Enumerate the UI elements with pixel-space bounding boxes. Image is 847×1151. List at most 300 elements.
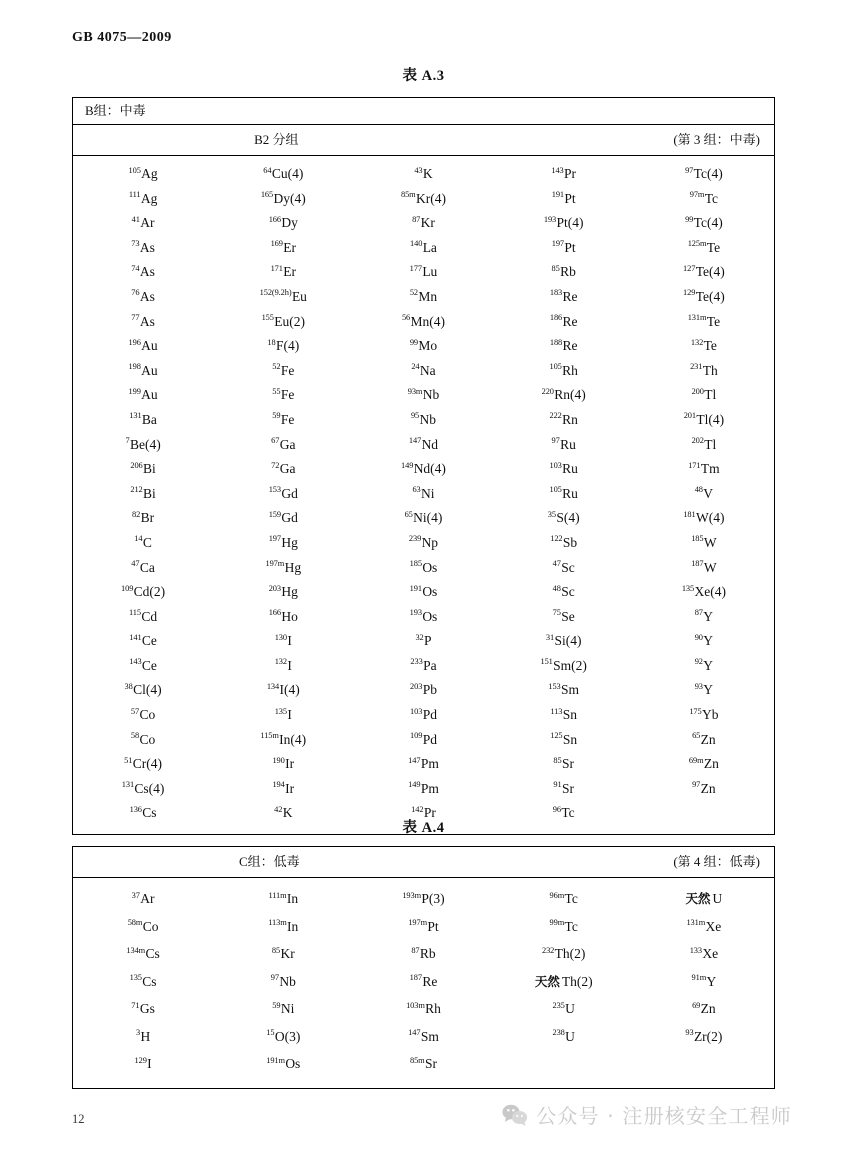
table-a3-group-note: (第 3 组：中毒) <box>673 132 760 147</box>
nuclide-mass-number: 65 <box>692 731 701 741</box>
nuclide-cell <box>73 482 213 507</box>
nuclide-symbol: W(4) <box>695 510 725 526</box>
nuclide-mass-number: 232 <box>541 945 555 955</box>
nuclide-cell <box>634 940 774 968</box>
nuclide-cell <box>634 162 774 187</box>
nuclide-cell <box>73 968 213 996</box>
nuclide-mass-number: 18 <box>267 337 276 347</box>
nuclide-symbol: Eu <box>291 288 307 304</box>
nuclide-mass-number: 238 <box>552 1028 565 1037</box>
nuclide-mass-number: 135 <box>129 973 142 982</box>
nuclide-mass-number: 171 <box>688 460 701 470</box>
nuclide-cell <box>73 678 213 703</box>
nuclide-mass-number: 82 <box>132 509 141 519</box>
nuclide-column <box>213 885 353 1078</box>
nuclide-symbol: Zr(2) <box>693 1028 723 1044</box>
nuclide-mass-number: 69 <box>692 1000 701 1010</box>
nuclide-mass-number: 67 <box>271 436 280 446</box>
nuclide-mass-number: 143 <box>551 165 564 175</box>
nuclide-cell <box>213 506 353 531</box>
nuclide-mass-number: 7 <box>125 436 130 446</box>
nuclide-symbol: Ni <box>280 1001 295 1016</box>
table-a3-subhead <box>73 125 774 156</box>
nuclide-symbol: K <box>422 166 433 181</box>
nuclide-mass-number: 133 <box>689 945 702 955</box>
nuclide-symbol: Ag <box>141 166 158 181</box>
nuclide-mass-number: 136 <box>129 804 142 814</box>
nuclide-symbol: Pt(4) <box>556 215 584 231</box>
nuclide-cell <box>494 968 634 996</box>
nuclide-cell <box>73 1023 213 1051</box>
nuclide-symbol: Be(4) <box>129 436 161 452</box>
nuclide-symbol: Tc <box>564 891 578 906</box>
nuclide-mass-number: 197m <box>265 559 285 568</box>
nuclide-symbol: Sb <box>562 534 578 550</box>
table-a3 <box>72 97 775 835</box>
nuclide-mass-number: 93m <box>407 386 423 396</box>
nuclide-cell <box>494 556 634 581</box>
nuclide-cell <box>634 531 774 556</box>
nuclide-symbol: Tc <box>704 190 719 206</box>
nuclide-cell <box>213 940 353 968</box>
nuclide-symbol: Pd <box>422 707 437 723</box>
nuclide-cell <box>353 187 493 212</box>
nuclide-symbol: Hg <box>281 584 298 600</box>
nuclide-symbol: Dy(4) <box>273 190 306 206</box>
nuclide-mass-number: 175 <box>689 706 702 716</box>
nuclide-cell <box>494 260 634 285</box>
nuclide-mass-number: 71 <box>131 1000 140 1010</box>
nuclide-mass-number: 103m <box>406 1000 425 1010</box>
nuclide-symbol: Te <box>703 338 717 354</box>
nuclide-mass-number: 201 <box>683 411 696 421</box>
nuclide-symbol: W <box>703 534 717 550</box>
nuclide-column <box>494 162 634 826</box>
nuclide-cell <box>353 285 493 310</box>
nuclide-mass-number: 194 <box>272 780 285 790</box>
nuclide-cell <box>73 383 213 408</box>
nuclide-symbol: Os <box>422 559 438 575</box>
nuclide-symbol: Tm <box>700 461 720 477</box>
nuclide-cell <box>353 629 493 654</box>
nuclide-mass-number: 200 <box>691 386 704 396</box>
nuclide-mass-number: 171 <box>270 263 283 273</box>
nuclide-mass-number: 166 <box>268 608 281 618</box>
nuclide-cell <box>213 260 353 285</box>
nuclide-symbol: Cs <box>142 973 157 989</box>
nuclide-symbol: Cs <box>142 805 157 821</box>
nuclide-cell <box>73 531 213 556</box>
nuclide-cell <box>353 777 493 802</box>
nuclide-mass-number: 87 <box>694 608 703 618</box>
nuclide-column <box>213 162 353 826</box>
nuclide-mass-number: 37 <box>131 890 140 900</box>
nuclide-column <box>73 885 213 1078</box>
nuclide-symbol: Fe <box>280 387 295 403</box>
nuclide-symbol: Ca <box>139 559 155 575</box>
nuclide-mass-number: 55 <box>272 386 281 396</box>
nuclide-symbol: U <box>565 1028 575 1044</box>
nuclide-symbol: Ba <box>141 411 157 427</box>
table-a3-group-title: B组：中毒 <box>73 98 774 125</box>
nuclide-cell <box>353 334 493 359</box>
nuclide-symbol: As <box>139 313 155 329</box>
nuclide-mass-number: 90 <box>694 632 703 642</box>
nuclide-symbol: Y <box>706 973 717 989</box>
nuclide-cell <box>73 995 213 1023</box>
watermark <box>502 1100 792 1129</box>
nuclide-symbol: Cl(4) <box>133 682 162 698</box>
nuclide-cell <box>353 482 493 507</box>
nuclide-symbol: Au <box>141 387 158 403</box>
nuclide-mass-number: 212 <box>130 485 143 495</box>
nuclide-symbol: Rb <box>419 946 436 961</box>
nuclide-cell <box>353 531 493 556</box>
nuclide-mass-number: 193 <box>409 608 422 618</box>
nuclide-column <box>353 885 493 1078</box>
table-a4-caption: 表 A.4 <box>402 820 445 836</box>
nuclide-mass-number: 197m <box>408 918 427 927</box>
nuclide-cell <box>213 285 353 310</box>
nuclide-mass-number: 47 <box>131 559 140 568</box>
nuclide-symbol: Ar <box>140 891 155 906</box>
nuclide-mass-number: 59 <box>272 1000 281 1010</box>
nuclide-symbol: Ho <box>281 608 298 624</box>
nuclide-cell <box>494 752 634 777</box>
nuclide-symbol: Hg <box>281 534 298 550</box>
nuclide-column <box>353 162 493 826</box>
nuclide-mass-number: 14 <box>134 534 143 544</box>
nuclide-cell <box>353 408 493 433</box>
nuclide-cell <box>494 531 634 556</box>
nuclide-cell <box>73 408 213 433</box>
nuclide-cell <box>73 506 213 531</box>
nuclide-symbol: Te <box>706 239 721 255</box>
nuclide-cell <box>634 236 774 261</box>
nuclide-symbol: Te(4) <box>695 288 725 304</box>
nuclide-cell <box>634 629 774 654</box>
standard-code-header: GB 4075—2009 <box>72 30 172 45</box>
nuclide-mass-number: 77 <box>131 313 140 323</box>
nuclide-mass-number: 149 <box>408 780 421 790</box>
nuclide-cell <box>353 580 493 605</box>
nuclide-mass-number: 38 <box>124 681 133 691</box>
nuclide-mass-number: 132 <box>274 657 287 667</box>
nuclide-mass-number: 76 <box>131 288 140 298</box>
nuclide-cell <box>213 211 353 236</box>
nuclide-mass-number: 93 <box>694 681 703 691</box>
nuclide-symbol: Nd(4) <box>413 461 446 477</box>
nuclide-symbol: Pm <box>420 756 439 772</box>
nuclide-mass-number: 73 <box>131 239 140 249</box>
nuclide-mass-number: 188 <box>549 337 563 347</box>
nuclide-cell <box>73 654 213 679</box>
nuclide-mass-number: 191 <box>551 190 564 200</box>
nuclide-symbol: Zn <box>700 780 716 796</box>
nuclide-mass-number: 85m <box>401 190 416 200</box>
nuclide-symbol: Co <box>139 731 156 747</box>
nuclide-cell <box>73 940 213 968</box>
nuclide-symbol: Co <box>139 707 156 723</box>
nuclide-cell <box>73 310 213 335</box>
nuclide-mass-number: 220 <box>541 386 554 396</box>
nuclide-cell <box>634 968 774 996</box>
nuclide-cell <box>213 1050 353 1078</box>
table-a3-caption: 表 A.3 <box>402 68 445 84</box>
nuclide-mass-number: 142 <box>411 804 424 814</box>
nuclide-cell <box>73 211 213 236</box>
nuclide-cell <box>634 285 774 310</box>
nuclide-symbol: Ni <box>421 485 435 501</box>
nuclide-symbol: Tl <box>704 387 717 403</box>
nuclide-cell <box>353 236 493 261</box>
nuclide-cell <box>213 408 353 433</box>
nuclide-cell <box>353 605 493 630</box>
nuclide-mass-number: 134 <box>266 681 280 691</box>
nuclide-mass-number: 99 <box>685 214 694 224</box>
nuclide-symbol: Tl(4) <box>696 411 725 427</box>
nuclide-symbol: Os <box>422 584 438 600</box>
nuclide-symbol: I <box>287 657 292 673</box>
nuclide-mass-number: 115 <box>129 608 141 618</box>
nuclide-cell <box>73 187 213 212</box>
nuclide-symbol: Th <box>702 362 718 378</box>
nuclide-symbol: Si(4) <box>554 633 582 649</box>
nuclide-symbol: Gd <box>281 510 298 526</box>
nuclide-mass-number: 169 <box>270 239 283 249</box>
nuclide-cell <box>353 162 493 187</box>
nuclide-mass-number: 56 <box>401 313 411 323</box>
nuclide-symbol: Y <box>703 682 714 698</box>
nuclide-mass-number: 31 <box>545 632 555 642</box>
nuclide-mass-number: 58m <box>127 918 143 927</box>
nuclide-mass-number: 51 <box>124 755 133 765</box>
nuclide-mass-number: 153 <box>268 485 281 495</box>
nuclide-mass-number: 134m <box>126 945 146 955</box>
nuclide-symbol: C <box>142 534 152 550</box>
nuclide-mass-number: 74 <box>131 263 140 273</box>
nuclide-symbol: Gd <box>281 485 298 501</box>
nuclide-mass-number: 111m <box>268 890 287 900</box>
nuclide-mass-number: 103 <box>549 460 562 470</box>
nuclide-symbol: Cu(4) <box>271 166 304 181</box>
table-a3-body <box>73 156 774 834</box>
nuclide-symbol: Os <box>422 608 438 624</box>
nuclide-mass-number: 93 <box>685 1028 694 1037</box>
nuclide-symbol: Nd <box>421 436 439 452</box>
nuclide-symbol: Re <box>562 338 578 354</box>
nuclide-symbol: Ga <box>279 461 296 477</box>
nuclide-mass-number: 198 <box>128 362 141 372</box>
nuclide-mass-number: 24 <box>411 362 420 372</box>
nuclide-symbol: Sr <box>424 1056 437 1071</box>
nuclide-symbol: Pm <box>420 780 439 796</box>
nuclide-symbol: Zn <box>700 1001 716 1016</box>
nuclide-symbol: Cs(4) <box>134 780 165 796</box>
nuclide-symbol: Rn(4) <box>554 387 586 403</box>
nuclide-symbol: Te <box>706 313 721 329</box>
nuclide-cell <box>634 885 774 913</box>
nuclide-symbol: Au <box>141 338 158 354</box>
nuclide-mass-number: 87 <box>412 214 421 224</box>
nuclide-mass-number: 183 <box>549 288 563 298</box>
nuclide-mass-number: 197 <box>551 239 564 249</box>
nuclide-cell <box>353 728 493 753</box>
nuclide-mass-number: 149 <box>401 460 414 470</box>
nuclide-symbol: I <box>147 1056 152 1071</box>
nuclide-cell <box>73 162 213 187</box>
nuclide-symbol: Pr <box>564 166 577 181</box>
nuclide-cell <box>353 968 493 996</box>
nuclide-symbol: Os <box>285 1056 301 1071</box>
nuclide-symbol: Ir <box>285 780 295 796</box>
nuclide-mass-number: 186 <box>549 313 563 323</box>
nuclide-mass-number: 203 <box>410 681 423 691</box>
nuclide-mass-number: 132 <box>690 337 704 347</box>
nuclide-cell <box>73 285 213 310</box>
nuclide-symbol: Er <box>283 239 296 255</box>
nuclide-mass-number: 97 <box>270 973 279 982</box>
nuclide-cell <box>353 383 493 408</box>
nuclide-cell <box>494 482 634 507</box>
nuclide-cell <box>73 913 213 941</box>
nuclide-mass-number: 48 <box>552 583 561 593</box>
nuclide-cell <box>494 605 634 630</box>
nuclide-symbol: Y <box>703 657 714 673</box>
nuclide-cell <box>634 482 774 507</box>
nuclide-symbol: Sn <box>562 731 578 747</box>
nuclide-symbol: Hg <box>284 559 302 575</box>
nuclide-cell <box>494 703 634 728</box>
nuclide-cell <box>494 995 634 1023</box>
nuclide-mass-number: 222 <box>549 411 562 421</box>
nuclide-mass-number: 97 <box>692 780 701 790</box>
nuclide-mass-number: 166 <box>268 214 281 224</box>
nuclide-cell <box>634 310 774 335</box>
nuclide-mass-number: 125 <box>550 731 563 741</box>
nuclide-cell <box>634 654 774 679</box>
nuclide-symbol: Au <box>141 362 158 378</box>
nuclide-symbol: O(3) <box>274 1028 301 1044</box>
nuclide-mass-number: 147 <box>408 755 421 765</box>
nuclide-symbol: Mn <box>418 288 438 304</box>
nuclide-mass-number: 199 <box>128 386 141 396</box>
nuclide-mass-number: 57 <box>130 706 140 716</box>
nuclide-cell <box>494 1023 634 1051</box>
nuclide-cell <box>353 433 493 458</box>
nuclide-cell <box>353 310 493 335</box>
nuclide-symbol: Pd <box>422 731 437 747</box>
nuclide-symbol: Ag <box>140 190 158 206</box>
nuclide-mass-number: 109 <box>410 731 423 741</box>
nuclide-symbol: Xe <box>702 946 719 961</box>
nuclide-symbol: Sm <box>561 682 580 698</box>
nuclide-cell <box>494 359 634 384</box>
nuclide-cell <box>634 260 774 285</box>
nuclide-cell <box>634 703 774 728</box>
nuclide-mass-number: 103 <box>410 706 423 716</box>
nuclide-cell <box>634 433 774 458</box>
nuclide-symbol: Rb <box>560 264 576 280</box>
nuclide-symbol: Pa <box>423 657 437 673</box>
nuclide-symbol: Fe <box>280 362 295 378</box>
nuclide-mass-number: 58 <box>130 731 140 741</box>
nuclide-cell <box>494 506 634 531</box>
nuclide-cell <box>494 885 634 913</box>
nuclide-mass-number: 111 <box>128 190 141 200</box>
nuclide-cell <box>634 383 774 408</box>
nuclide-mass-number: 185 <box>409 559 422 568</box>
nuclide-symbol: Mo <box>418 338 438 354</box>
nuclide-cell <box>353 1023 493 1051</box>
nuclide-mass-number: 193m <box>402 890 422 900</box>
nuclide-mass-number: 147 <box>408 436 422 446</box>
nuclide-mass-number: 191 <box>409 583 422 593</box>
nuclide-cell <box>634 728 774 753</box>
nuclide-symbol: Co <box>142 918 159 934</box>
nuclide-mass-number: 181 <box>683 509 696 519</box>
nuclide-symbol: Nb <box>422 387 440 403</box>
nuclide-cell <box>73 334 213 359</box>
nuclide-mass-number: 202 <box>691 436 704 446</box>
nuclide-mass-number: 97 <box>685 165 694 175</box>
nuclide-mass-number: 203 <box>268 583 281 593</box>
nuclide-mass-number: 35 <box>547 509 556 519</box>
nuclide-symbol: K <box>282 805 293 821</box>
nuclide-symbol: Rh <box>425 1001 441 1016</box>
nuclide-symbol: As <box>139 264 155 280</box>
nuclide-cell <box>634 1023 774 1051</box>
nuclide-cell <box>494 940 634 968</box>
nuclide-mass-number: 135 <box>681 583 695 593</box>
nuclide-cell <box>634 605 774 630</box>
nuclide-cell <box>73 703 213 728</box>
table-a3-subgroup-label: B2 分组 <box>254 132 299 147</box>
nuclide-cell <box>494 629 634 654</box>
nuclide-symbol: Sc <box>561 559 575 575</box>
nuclide-cell <box>494 383 634 408</box>
nuclide-mass-number: 187 <box>409 973 422 982</box>
nuclide-cell <box>494 408 634 433</box>
nuclide-mass-number: 65 <box>404 509 413 519</box>
nuclide-symbol: H <box>140 1028 151 1044</box>
nuclide-mass-number: 3 <box>135 1028 141 1037</box>
nuclide-cell <box>494 334 634 359</box>
nuclide-mass-number: 191m <box>266 1055 285 1065</box>
nuclide-symbol: Zn <box>700 731 716 747</box>
nuclide-cell <box>213 654 353 679</box>
nuclide-cell <box>73 457 213 482</box>
nuclide-mass-number: 69m <box>688 755 704 765</box>
nuclide-cell <box>73 752 213 777</box>
nuclide-mass-number: 130 <box>274 632 287 642</box>
nuclide-cell <box>73 605 213 630</box>
nuclide-mass-number: 113 <box>550 706 563 716</box>
nuclide-symbol: Cd(2) <box>133 584 166 600</box>
nuclide-cell <box>73 433 213 458</box>
nuclide-mass-number: 135 <box>274 706 287 716</box>
table-a4-body <box>73 878 774 1088</box>
nuclide-symbol: Na <box>419 362 436 378</box>
nuclide-symbol: Bi <box>143 461 156 477</box>
nuclide-mass-number: 151 <box>540 657 553 667</box>
nuclide-symbol: Nb <box>419 411 437 427</box>
nuclide-cell <box>213 885 353 913</box>
wechat-icon <box>502 1104 528 1126</box>
nuclide-mass-number: 72 <box>271 460 280 470</box>
nuclide-symbol: Th(2) <box>561 973 593 989</box>
nuclide-cell <box>353 359 493 384</box>
